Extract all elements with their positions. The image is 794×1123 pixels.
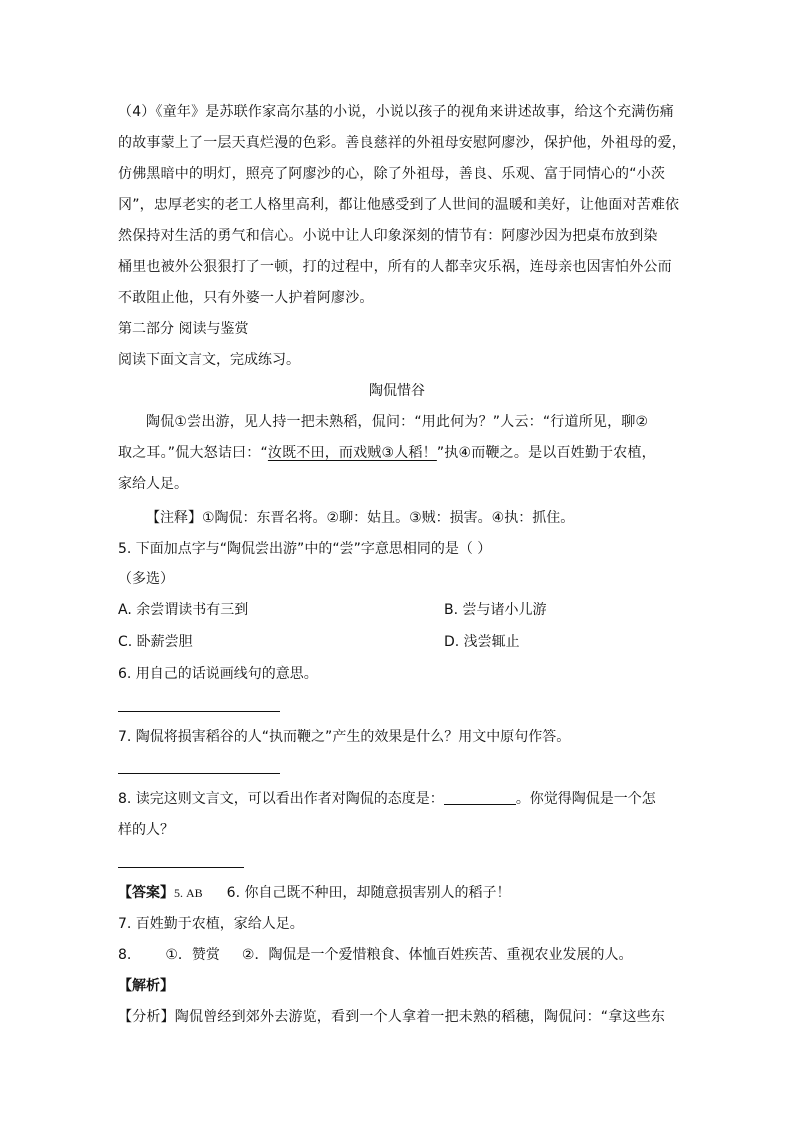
intro-line-3: 仿佛黑暗中的明灯，照亮了阿廖沙的心，除了外祖母，善良、乐观、富于同情心的“小茨 [118,166,666,182]
option-d: D. 浅尝辄止 [444,634,520,650]
answer-blank-8[interactable] [118,867,244,868]
intro-line-2: 的故事蒙上了一层天真烂漫的色彩。善良慈祥的外祖母安慰阿廖沙，保护他，外祖母的爱， [118,135,686,151]
answer-blank-7[interactable] [118,773,280,774]
intro-line-7: 不敢阻止他，只有外婆一人护着阿廖沙。 [118,290,374,306]
intro-line-4: 冈”，忠厚老实的老工人格里高利，都让他感受到了人世间的温暖和美好，让他面对苦难依 [118,197,680,213]
section-heading: 第二部分 阅读与鉴赏 [118,321,249,337]
answer-8-num: 8. [118,947,132,963]
question-8-line-2: 样的人？ [118,822,174,838]
section-instruction: 阅读下面文言文，完成练习。 [118,352,300,368]
question-8-line-1 [118,789,656,809]
passage-line-2-pre: 取之耳。”侃大怒诘曰：“ [118,445,268,461]
question-6: 6. 用自己的话说画线句的意思。 [118,666,318,682]
underlined-sentence: 汝既不田，而戏贼③人稻！ [267,445,437,461]
question-5-note: （多选） [118,571,174,587]
passage-notes: 【注释】①陶侃：东晋名将。②聊：姑且。③贼：损害。④执：抓住。 [146,510,575,526]
analysis-label: 【解析】 [118,978,174,994]
passage-line-2 [118,443,656,463]
question-8-pre: 8. 读完这则文言文，可以看出作者对陶侃的态度是： [118,791,444,807]
answers-label: 【答案】 [118,885,174,901]
analysis-text: 【分析】陶侃曾经到郊外去游览，看到一个人拿着一把未熟的稻穗，陶侃问：“拿这些东 [118,1009,666,1025]
answer-8-line [118,945,632,965]
answer-8-part-2: ②．陶侃是一个爱惜粮食、体恤百姓疾苦、重视农业发展的人。 [241,947,633,963]
option-b: B. 尝与诸小儿游 [444,602,547,618]
question-7: 7. 陶侃将损害稻谷的人“执而鞭之”产生的效果是什么？用文中原句作答。 [118,729,571,745]
answer-blank-6[interactable] [118,711,280,712]
intro-line-5: 然保持对生活的勇气和信心。小说中让人印象深刻的情节有：阿廖沙因为把桌布放到染 [118,228,658,244]
answer-8-part-1: ①．赞赏 [165,947,220,963]
passage-title: 陶侃惜谷 [369,383,425,399]
option-c: C. 卧薪尝胆 [118,634,193,650]
intro-line-6: 桶里也被外公狠狠打了一顿，打的过程中，所有的人都幸灾乐祸，连母亲也因害怕外公而 [118,259,672,275]
answer-5: 5. AB [174,886,203,900]
passage-line-3: 家给人足。 [118,476,188,492]
question-8-post: 。你觉得陶侃是一个怎 [515,791,656,807]
option-a: A. 余尝谓读书有三到 [118,602,249,618]
answer-7: 7. 百姓勤于农植，家给人足。 [118,916,304,932]
intro-line-1: （4）《童年》是苏联作家高尔基的小说，小说以孩子的视角来讲述故事，给这个充满伤痛 [118,104,674,120]
answer-blank-8-inline[interactable] [444,790,516,805]
answer-6: 6. 你自己既不种田，却随意损害别人的稻子！ [226,885,511,901]
passage-line-2-post: ”执④而鞭之。是以百姓勤于农植， [436,445,656,461]
answers-line-1 [118,883,510,903]
passage-line-1: 陶侃①尝出游，见人持一把未熟稻，侃问：“用此何为？”人云：“行道所见，聊② [146,414,649,430]
question-5-stem: 5. 下面加点字与“陶侃尝出游”中的“尝”字意思相同的是（ ） [118,541,492,557]
